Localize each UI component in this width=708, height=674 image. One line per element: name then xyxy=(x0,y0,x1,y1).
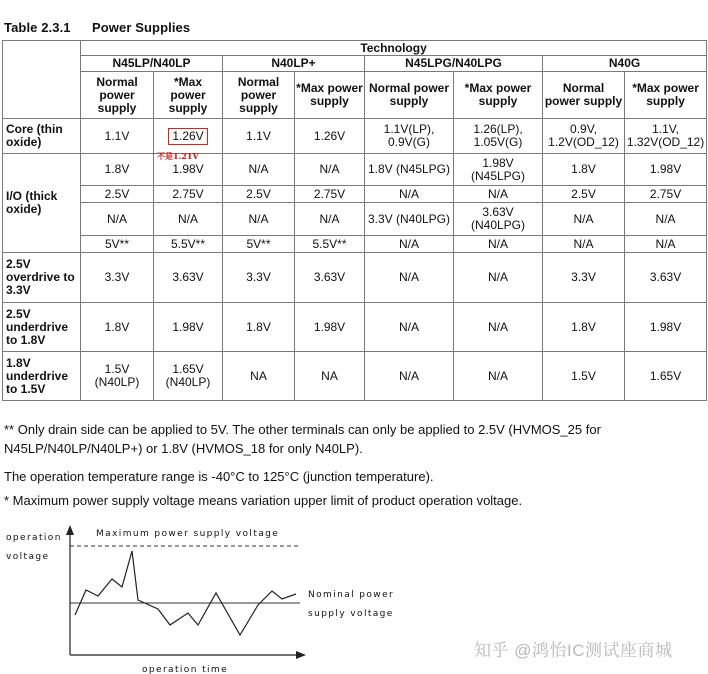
table-cell: N/A xyxy=(154,203,223,236)
table-cell: 3.63V (N40LPG) xyxy=(454,203,543,236)
subheader-max: *Max power supply xyxy=(454,72,543,119)
table-cell: 3.63V xyxy=(154,253,223,303)
table-row-underdrive-18 xyxy=(3,352,707,401)
table-cell: 1.26(LP), 1.05V(G) xyxy=(454,119,543,154)
table-cell: 1.98V xyxy=(154,303,223,352)
group-header: N45LPG/N40LPG xyxy=(365,56,543,72)
row-label: Core (thin oxide) xyxy=(3,119,81,154)
table-cell: 2.75V xyxy=(295,186,365,203)
footnote-temperature: The operation temperature range is -40°C to 125°C (junction temperature). xyxy=(4,469,434,484)
watermark: 知乎 @鸿怡IC测试座商城 xyxy=(474,641,673,660)
table-cell: 5V** xyxy=(223,236,295,253)
subheader-normal: Normal power supply xyxy=(223,72,295,119)
table-cell: N/A xyxy=(223,203,295,236)
table-row-underdrive-25 xyxy=(3,303,707,352)
table-row-core xyxy=(3,119,707,154)
table-caption: Power Supplies xyxy=(92,20,191,35)
table-cell: 1.8V (N45LPG) xyxy=(365,154,454,186)
table-cell: NA xyxy=(223,352,295,401)
table-cell: 2.75V xyxy=(154,186,223,203)
table-cell: NA xyxy=(295,352,365,401)
subheader-normal: Normal power supply xyxy=(543,72,625,119)
table-cell: N/A xyxy=(365,236,454,253)
table-cell: 3.63V xyxy=(295,253,365,303)
table-cell: 1.1V, 1.32V(OD_12) xyxy=(625,119,707,154)
table-row-io-4 xyxy=(3,236,707,253)
table-cell: 2.75V xyxy=(625,186,707,203)
row-label: 2.5V overdrive to 3.3V xyxy=(3,253,81,303)
table-cell: 1.98V (N45LPG) xyxy=(454,154,543,186)
table-cell: 1.1V(LP), 0.9V(G) xyxy=(365,119,454,154)
table-row-io-3 xyxy=(3,203,707,236)
table-cell: 1.98V xyxy=(295,303,365,352)
table-cell: 1.98V xyxy=(625,303,707,352)
table-cell: N/A xyxy=(295,154,365,186)
table-cell: 1.98V xyxy=(154,154,223,186)
subheader-max: *Max power supply xyxy=(154,72,223,119)
group-header: N40G xyxy=(543,56,707,72)
voltage-waveform xyxy=(75,551,296,635)
table-cell: N/A xyxy=(295,203,365,236)
y-axis-label-2: voltage xyxy=(6,552,50,562)
table-cell: N/A xyxy=(81,203,154,236)
nominal-label-2: supply voltage xyxy=(308,609,394,619)
group-header: N45LP/N40LP xyxy=(81,56,223,72)
power-supplies-table xyxy=(2,40,707,401)
table-cell: 3.3V xyxy=(543,253,625,303)
table-cell: N/A xyxy=(454,253,543,303)
table-cell: N/A xyxy=(625,203,707,236)
highlight-box: 1.26V xyxy=(168,128,207,145)
table-cell: N/A xyxy=(365,303,454,352)
footnote-double-star: ** Only drain side can be applied to 5V. The other terminals can only be applied to 2.5V (HVMOS_25 for N45LP/N40LP/N40LP+) or 1.8V (HVMOS_18 for only N40LP). xyxy=(4,422,601,456)
table-cell: 2.5V xyxy=(81,186,154,203)
table-cell-highlighted xyxy=(154,119,223,154)
table-row-io-1 xyxy=(3,154,707,186)
table-cell: N/A xyxy=(365,352,454,401)
x-axis-arrow-icon xyxy=(296,651,306,659)
x-axis-label: operation time xyxy=(142,665,229,674)
table-cell: 1.8V xyxy=(81,154,154,186)
table-cell: 3.3V xyxy=(81,253,154,303)
table-cell: N/A xyxy=(454,352,543,401)
table-cell: 1.26V xyxy=(295,119,365,154)
subheader-normal: Normal power supply xyxy=(365,72,454,119)
table-cell: N/A xyxy=(454,186,543,203)
table-cell: N/A xyxy=(223,154,295,186)
table-cell: 1.65V (N40LP) xyxy=(154,352,223,401)
row-label: I/O (thick oxide) xyxy=(3,154,81,253)
table-cell: 1.65V xyxy=(625,352,707,401)
row-label: 1.8V underdrive to 1.5V xyxy=(3,352,81,401)
table-number: Table 2.3.1 xyxy=(4,20,71,35)
table-cell: N/A xyxy=(625,236,707,253)
table-cell: 5.5V** xyxy=(154,236,223,253)
max-voltage-label: Maximum power supply voltage xyxy=(96,529,280,539)
table-cell: 1.1V xyxy=(223,119,295,154)
table-cell: N/A xyxy=(365,253,454,303)
table-cell: N/A xyxy=(543,236,625,253)
table-cell: 1.8V xyxy=(223,303,295,352)
table-cell: N/A xyxy=(454,303,543,352)
row-label: 2.5V underdrive to 1.8V xyxy=(3,303,81,352)
group-header: N40LP+ xyxy=(223,56,365,72)
table-cell: 1.8V xyxy=(543,154,625,186)
subheader-normal: Normal power supply xyxy=(81,72,154,119)
table-cell: 5.5V** xyxy=(295,236,365,253)
table-cell: N/A xyxy=(365,186,454,203)
table-row-io-2 xyxy=(3,186,707,203)
table-title xyxy=(4,20,190,35)
footnote-star: * Maximum power supply voltage means variation upper limit of product operation voltage. xyxy=(4,493,523,508)
table-cell: 1.8V xyxy=(81,303,154,352)
nominal-label-1: Nominal power xyxy=(308,590,395,600)
table-cell: 0.9V, 1.2V(OD_12) xyxy=(543,119,625,154)
subheader-max: *Max power supply xyxy=(625,72,707,119)
table-cell: 3.3V (N40LPG) xyxy=(365,203,454,236)
table-cell: 3.63V xyxy=(625,253,707,303)
subheader-max: *Max power supply xyxy=(295,72,365,119)
table-cell: N/A xyxy=(543,203,625,236)
table-cell: 1.98V xyxy=(625,154,707,186)
corner-cell xyxy=(3,41,81,119)
y-axis-arrow-icon xyxy=(66,525,74,535)
table-cell: 1.1V xyxy=(81,119,154,154)
table-cell: 1.5V xyxy=(543,352,625,401)
table-cell: 5V** xyxy=(81,236,154,253)
table-cell: 2.5V xyxy=(543,186,625,203)
table-cell: 3.3V xyxy=(223,253,295,303)
table-cell: 2.5V xyxy=(223,186,295,203)
table-cell: N/A xyxy=(454,236,543,253)
technology-header: Technology xyxy=(81,41,707,56)
y-axis-label-1: operation xyxy=(6,533,62,543)
table-cell: 1.8V xyxy=(543,303,625,352)
table-cell: 1.5V (N40LP) xyxy=(81,352,154,401)
red-annotation: 不是1.21V xyxy=(157,151,199,161)
table-row-overdrive xyxy=(3,253,707,303)
